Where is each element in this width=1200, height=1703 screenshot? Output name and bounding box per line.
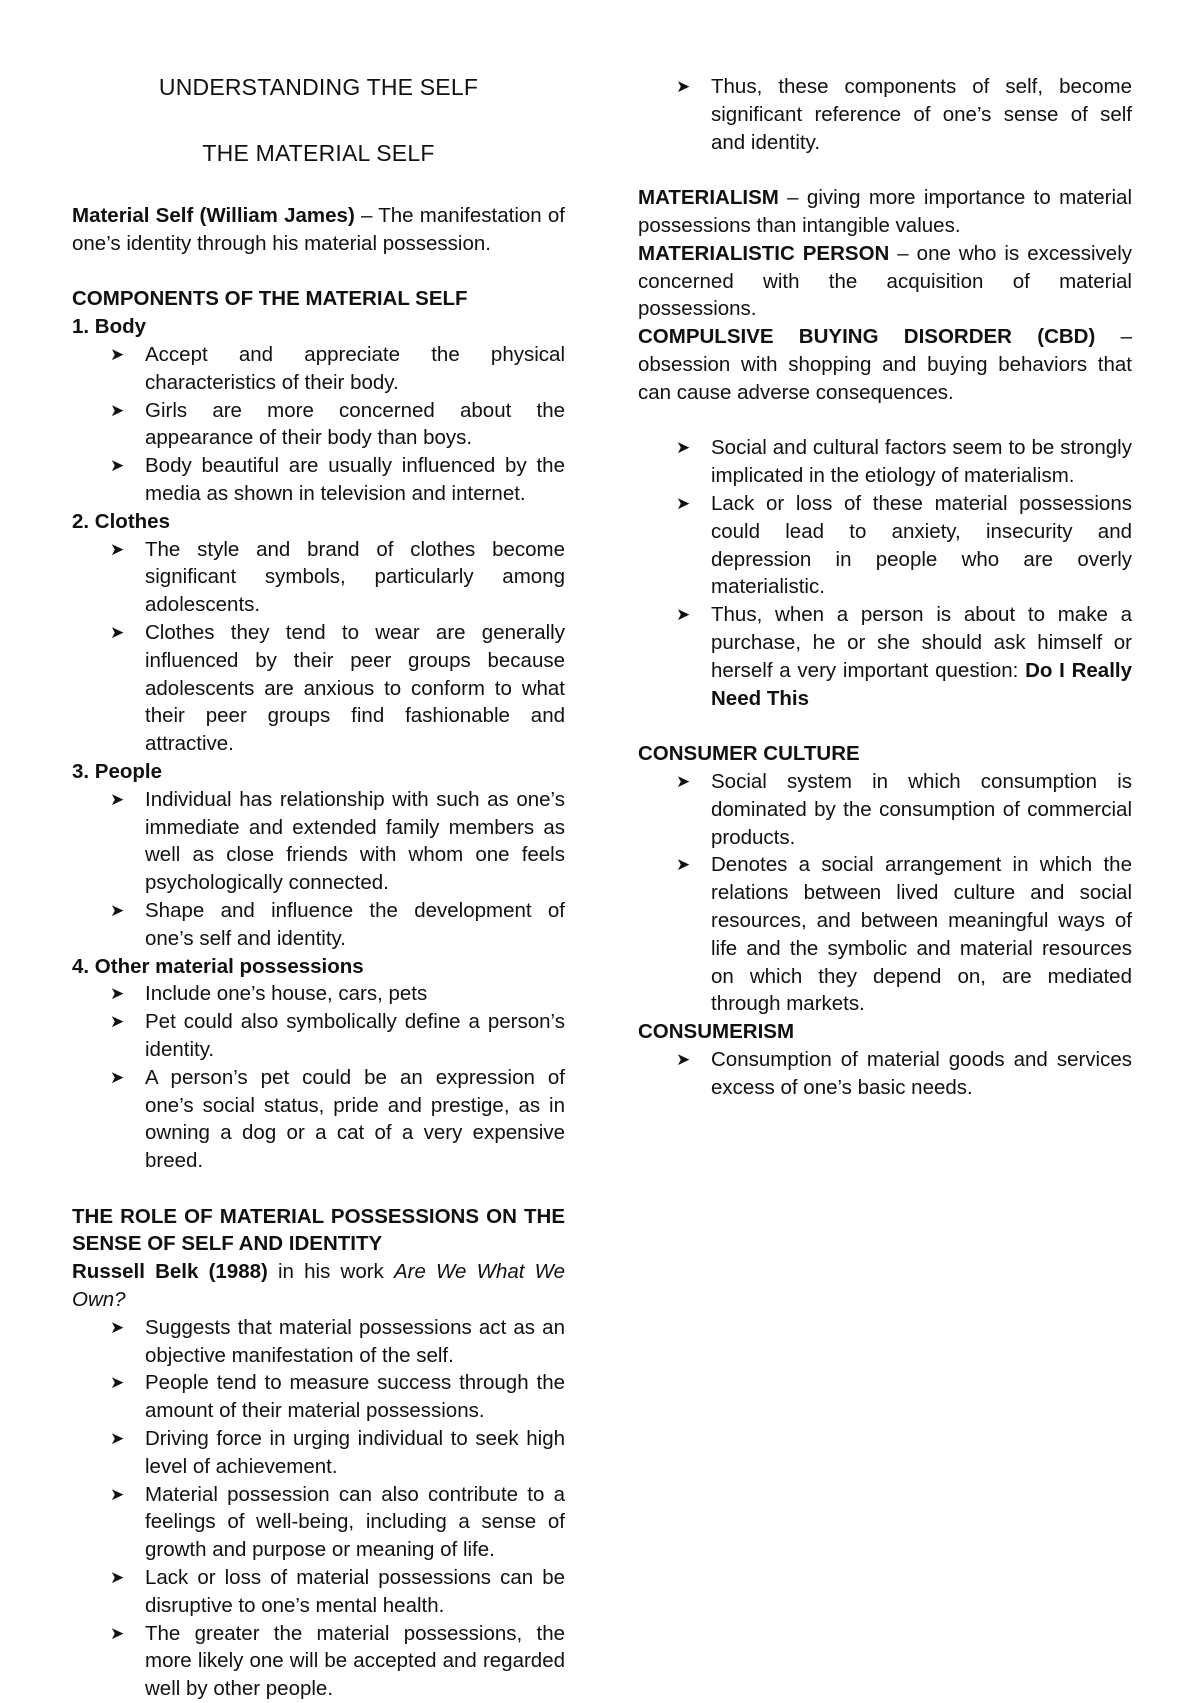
bullet-item: ➤ Shape and influence the development of one’s self and identity.	[145, 897, 565, 953]
role-bullet-list	[72, 1314, 565, 1703]
page-title: UNDERSTANDING THE SELF	[158, 74, 479, 100]
bullet-item: ➤ Social and cultural factors seem to be strongly implicated in the etiology of materialism.	[711, 434, 1132, 490]
component-title: 4. Other material possessions	[72, 954, 364, 978]
consumer-culture-heading: CONSUMER CULTURE	[638, 742, 860, 766]
page-subtitle: THE MATERIAL SELF	[202, 140, 435, 166]
bullet-item: ➤ Consumption of material goods and services excess of one’s basic needs.	[711, 1046, 1132, 1102]
component-title: 1. Body	[72, 315, 147, 339]
materialism-bullet-list	[638, 434, 1132, 712]
definition-materialism	[638, 184, 1132, 240]
bullet-item: ➤ Material possession can also contribute to a feelings of well-being, including a sense of growth and purpose or meaning of life.	[145, 1481, 565, 1564]
right-column	[638, 73, 1132, 1101]
bullet-item: ➤ People tend to measure success through the amount of their material possessions.	[145, 1369, 565, 1425]
bullet-item: ➤ Body beautiful are usually influenced by the media as shown in television and internet.	[145, 452, 565, 508]
bullet-item: ➤ Thus, these components of self, become significant reference of one’s sense of self and identity.	[711, 73, 1132, 156]
definition-term: Material Self (William James)	[72, 204, 355, 227]
role-intro	[72, 1258, 565, 1314]
definition-text: – obsession with shopping and buying behaviors that can cause adverse consequences.	[638, 325, 1132, 404]
components-heading: COMPONENTS OF THE MATERIAL SELF	[72, 287, 468, 311]
bullet-item: ➤ Individual has relationship with such as one’s immediate and extended family members as well as close friends with whom one feels psychologically connected.	[145, 786, 565, 897]
definition-text: – giving more importance to material possessions than intangible values.	[638, 186, 1132, 237]
component-title: 2. Clothes	[72, 509, 170, 533]
component-title: 3. People	[72, 759, 163, 783]
definition-cbd	[638, 323, 1132, 406]
purchase-text: Thus, when a person is about to make a purchase, he or she should ask himself or herself a very important question:	[711, 603, 1132, 682]
role-work-title: Are We What We Own?	[72, 1260, 565, 1312]
bullet-item: ➤ Clothes they tend to wear are generally influenced by their peer groups because adolescents are anxious to conform to what their peer groups find fashionable and attractive.	[145, 619, 565, 758]
bullet-item: ➤ Pet could also symbolically define a person’s identity.	[145, 1008, 565, 1064]
bullet-item: ➤ Lack or loss of material possessions can be disruptive to one’s mental health.	[145, 1564, 565, 1620]
left-column	[72, 72, 565, 1703]
key-question: Do I Really Need This	[711, 658, 1133, 710]
bullet-item: ➤ Include one’s house, cars, pets	[145, 980, 565, 1008]
components-summary-list	[638, 73, 1132, 156]
people-bullet-list	[72, 786, 565, 953]
bullet-item: ➤ The greater the material possessions, the more likely one will be accepted and regarded well by other people.	[145, 1620, 565, 1703]
bullet-item: ➤ Accept and appreciate the physical characteristics of their body.	[145, 341, 565, 397]
bullet-item: ➤ Social system in which consumption is dominated by the consumption of commercial products.	[711, 768, 1132, 851]
role-intro-text: in his work	[267, 1260, 394, 1284]
bullet-item: ➤ Girls are more concerned about the appearance of their body than boys.	[145, 397, 565, 453]
bullet-item: ➤ Suggests that material possessions act as an objective manifestation of the self.	[145, 1314, 565, 1370]
role-author: Russell Belk (1988)	[72, 1260, 268, 1284]
body-bullet-list	[72, 341, 565, 508]
consumer-culture-bullet-list	[638, 768, 1132, 1018]
definition-text: – The manifestation of one’s identity through his material possession.	[72, 204, 565, 255]
clothes-bullet-list	[72, 536, 565, 758]
bullet-item: ➤ Driving force in urging individual to seek high level of achievement.	[145, 1425, 565, 1481]
role-heading: THE ROLE OF MATERIAL POSSESSIONS ON THE SENSE OF SELF AND IDENTITY	[72, 1204, 565, 1256]
bullet-item: ➤ The style and brand of clothes become significant symbols, particularly among adolescents.	[145, 536, 565, 619]
bullet-item	[711, 601, 1132, 712]
possessions-bullet-list	[72, 980, 565, 1175]
bullet-item: ➤ Lack or loss of these material possessions could lead to anxiety, insecurity and depression in people who are overly materialistic.	[711, 490, 1132, 601]
consumerism-heading: CONSUMERISM	[638, 1020, 795, 1044]
definition-term: MATERIALISM	[638, 186, 779, 210]
consumerism-bullet-list	[638, 1046, 1132, 1102]
bullet-item: ➤ Denotes a social arrangement in which the relations between lived culture and social resources, and between meaningful ways of life and the symbolic and material resources on which they depend on, are mediated through markets.	[711, 851, 1132, 1018]
definition-term: COMPULSIVE BUYING DISORDER (CBD)	[638, 325, 1096, 349]
material-self-definition	[72, 202, 565, 258]
definition-term: MATERIALISTIC PERSON	[638, 241, 890, 265]
definition-text: – one who is excessively concerned with the acquisition of material possessions.	[638, 241, 1133, 321]
bullet-item: ➤ A person’s pet could be an expression of one’s social status, pride and prestige, as in owning a dog or a cat of a very expensive breed.	[145, 1064, 565, 1175]
definition-materialistic-person	[638, 240, 1132, 323]
